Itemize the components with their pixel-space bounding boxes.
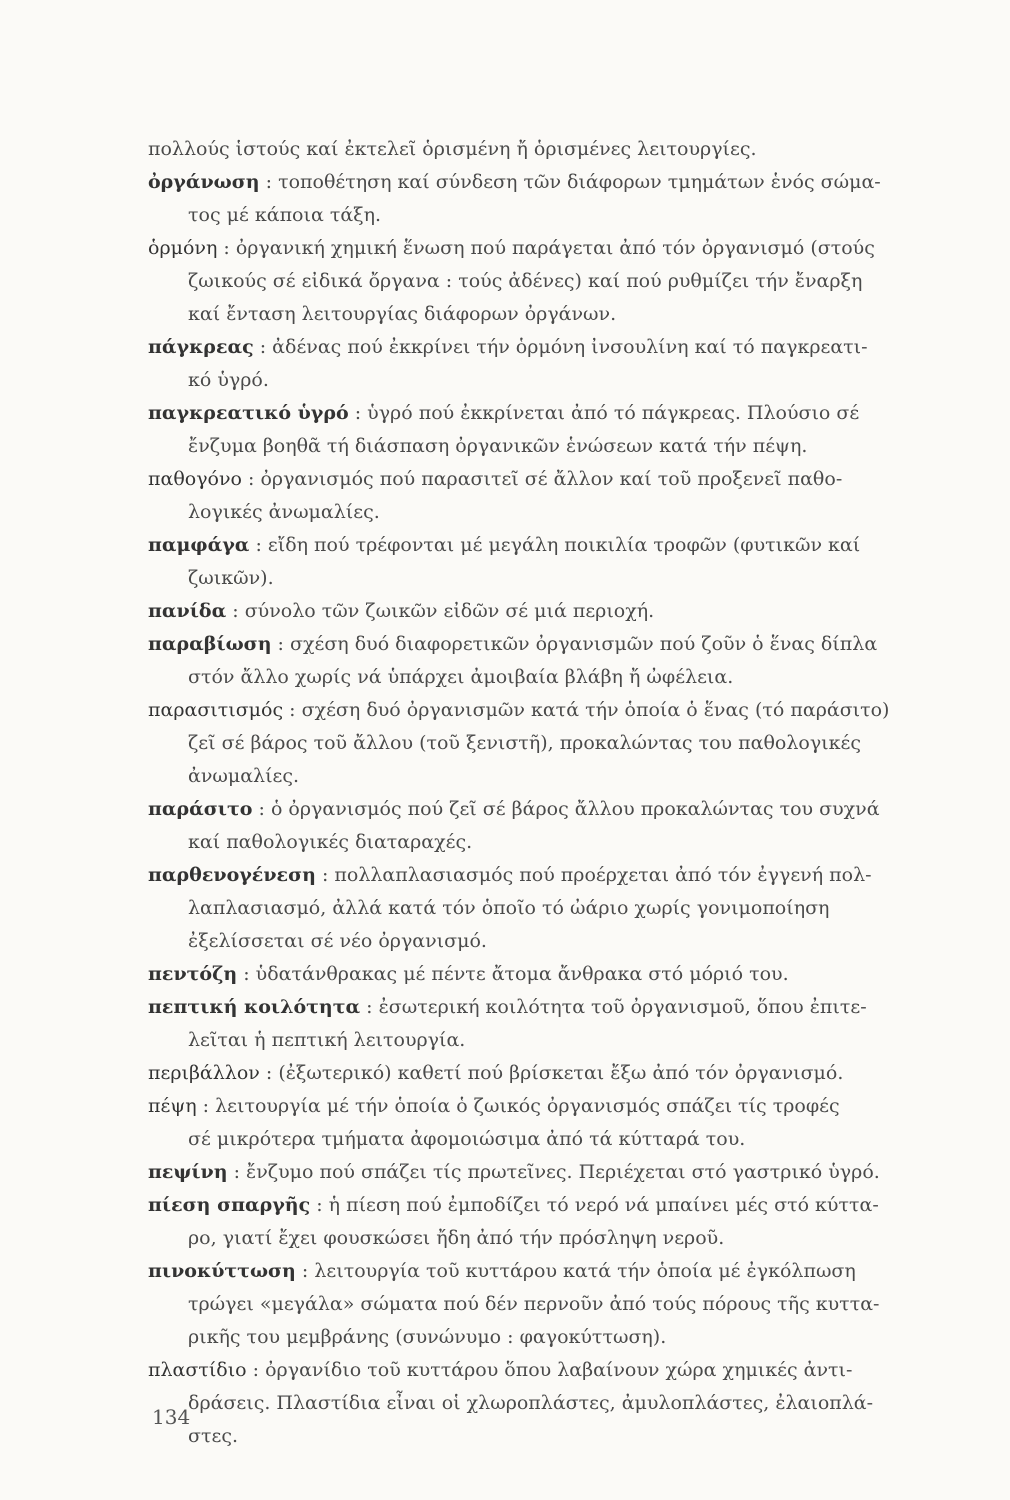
entry-continuation-line: [148, 562, 948, 595]
entry-continuation-line: [148, 265, 948, 298]
entry-definition-text: δράσεις. Πλαστίδια εἶναι οἱ χλωροπλάστες, ἀμυλοπλάστες, ἐλαιοπλά-: [188, 1392, 874, 1414]
term-separator: :: [259, 1062, 279, 1084]
entry-definition-text: λειτουργία μέ τήν ὁποία ὁ ζωικός ὀργανισμός σπάζει τίς τροφές: [215, 1095, 840, 1117]
entry-definition-text: ρο, γιατί ἔχει φουσκώσει ἤδη ἀπό τήν πρόσληψη νεροῦ.: [188, 1227, 725, 1249]
entry-definition-text: σχέση δυό διαφορετικῶν ὀργανισμῶν πού ζοῦν ὁ ἕνας δίπλα: [290, 633, 878, 655]
entry-first-line: [148, 166, 948, 199]
glossary-entry: [148, 859, 948, 958]
entry-continuation-line: [148, 1321, 948, 1354]
entry-first-line: [148, 793, 948, 826]
glossary-entry: [148, 397, 948, 463]
entry-term: πεψίνη: [148, 1161, 228, 1183]
entry-definition-text: λογικές ἀνωμαλίες.: [188, 501, 380, 523]
page-number: 134: [152, 1405, 191, 1429]
entry-definition-text: ἔνζυμα βοηθᾶ τή διάσπαση ὀργανικῶν ἑνώσεων κατά τήν πέψη.: [188, 435, 808, 457]
entry-first-line: [148, 628, 948, 661]
glossary-entry: [148, 793, 948, 859]
entry-continuation-line: [148, 1222, 948, 1255]
entry-continuation-line: [148, 496, 948, 529]
entry-first-line: [148, 859, 948, 892]
glossary-entry: [148, 694, 948, 793]
entry-continuation-line: [148, 892, 948, 925]
entry-first-line: [148, 991, 948, 1024]
entry-definition-text: ἐξελίσσεται σέ νέο ὀργανισμό.: [188, 930, 487, 952]
entry-definition-text: ἐσωτερική κοιλότητα τοῦ ὀργανισμοῦ, ὅπου ἐπιτε-: [378, 996, 867, 1018]
entry-term: περιβάλλον: [148, 1062, 260, 1084]
glossary-entry: [148, 1189, 948, 1255]
entry-term: ὁρμόνη: [148, 237, 218, 259]
entry-term: παρθενογένεση: [148, 864, 316, 886]
entry-definition-text: πολλούς ἱστούς καί ἐκτελεῖ ὁρισμένη ἤ ὁρισμένες λειτουργίες.: [148, 138, 757, 160]
entry-definition-text: τρώγει «μεγάλα» σώματα πού δέν περνοῦν ἀπό τούς πόρους τῆς κυττα-: [188, 1293, 880, 1315]
entry-continuation-line: [148, 199, 948, 232]
entry-term: παθογόνο: [148, 468, 242, 490]
entry-term: πεντόζη: [148, 963, 238, 985]
entry-definition-text: ζωικῶν).: [188, 567, 274, 589]
entry-definition-text: στες.: [188, 1425, 239, 1447]
term-separator: :: [283, 699, 302, 721]
entry-first-line: [148, 1156, 948, 1189]
term-separator: :: [241, 468, 261, 490]
entry-first-line: [148, 1354, 948, 1387]
glossary-entry: [148, 232, 948, 331]
entry-term: ὀργάνωση: [148, 171, 260, 193]
entry-definition-text: ἀνωμαλίες.: [188, 765, 300, 787]
entry-definition-text: καί παθολογικές διαταραχές.: [188, 831, 473, 853]
term-separator: :: [217, 237, 236, 259]
entry-definition-text: ὑγρό πού ἐκκρίνεται ἀπό τό πάγκρεας. Πλούσιο σέ: [367, 402, 860, 424]
entry-definition-text: ρικῆς του μεμβράνης (συνώνυμο : φαγοκύττωση).: [188, 1326, 667, 1348]
entry-continuation-line: [148, 826, 948, 859]
entry-definition-text: τος μέ κάποια τάξη.: [188, 204, 382, 226]
term-separator: :: [249, 534, 268, 556]
entry-definition-text: ὁ ὀργανισμός πού ζεῖ σέ βάρος ἄλλου προκαλώντας του συχνά: [270, 798, 880, 820]
glossary-entry: [148, 595, 948, 628]
entry-term: πίεση σπαργῆς: [148, 1194, 311, 1216]
glossary-entry: [148, 166, 948, 232]
term-separator: :: [259, 171, 279, 193]
entry-term: πανίδα: [148, 600, 227, 622]
entry-continuation-line: [148, 1288, 948, 1321]
entry-term: πινοκύττωση: [148, 1260, 296, 1282]
entry-definition-text: στόν ἄλλο χωρίς νά ὑπάρχει ἀμοιβαία βλάβη ἤ ὠφέλεια.: [188, 666, 734, 688]
entry-definition-text: λαπλασιασμό, ἀλλά κατά τόν ὁποῖο τό ὠάριο χωρίς γονιμοποίηση: [188, 897, 830, 919]
entry-definition-text: ὀργανισμός πού παρασιτεῖ σέ ἄλλον καί τοῦ προξενεῖ παθο-: [260, 468, 843, 490]
entry-continuation-line: [148, 1420, 948, 1453]
glossary-entry: [148, 1090, 948, 1156]
entry-definition-text: καί ἔνταση λειτουργίας διάφορων ὀργάνων.: [188, 303, 617, 325]
glossary-entry: [148, 1156, 948, 1189]
entry-definition-text: σχέση δυό ὀργανισμῶν κατά τήν ὁποία ὁ ἕνας (τό παράσιτο): [301, 699, 890, 721]
term-separator: :: [252, 798, 271, 820]
entry-definition-text: πολλαπλασιασμός πού προέρχεται ἀπό τόν ἐγγενή πολ-: [334, 864, 872, 886]
term-separator: :: [271, 633, 290, 655]
glossary-entry: [148, 133, 948, 166]
term-separator: :: [348, 402, 368, 424]
glossary-entry: [148, 331, 948, 397]
entry-definition-text: ὑδατάνθρακας μέ πέντε ἄτομα ἄνθρακα στό μόριό του.: [255, 963, 789, 985]
term-separator: :: [196, 1095, 216, 1117]
entry-definition-text: ἡ πίεση πού ἐμποδίζει τό νερό νά μπαίνει μές στό κύττα-: [328, 1194, 879, 1216]
term-separator: :: [315, 864, 335, 886]
glossary-entry: [148, 991, 948, 1057]
entry-term: πεπτική κοιλότητα: [148, 996, 361, 1018]
entry-term: παρασιτισμός: [148, 699, 284, 721]
entry-first-line: [148, 595, 948, 628]
entry-continuation-line: [148, 1387, 948, 1420]
entry-definition-text: σέ μικρότερα τμήματα ἀφομοιώσιμα ἀπό τά κύτταρά του.: [188, 1128, 746, 1150]
entry-definition-text: ζεῖ σέ βάρος τοῦ ἄλλου (τοῦ ξενιστῆ), προκαλώντας του παθολογικές: [188, 732, 861, 754]
term-separator: :: [310, 1194, 329, 1216]
entry-first-line: [148, 529, 948, 562]
term-separator: :: [295, 1260, 315, 1282]
entry-definition-text: ὀργανίδιο τοῦ κυττάρου ὅπου λαβαίνουν χώρα χημικές ἀντι-: [265, 1359, 853, 1381]
entry-continuation-line: [148, 661, 948, 694]
entry-definition-text: τοποθέτηση καί σύνδεση τῶν διάφορων τμημάτων ἑνός σώμα-: [278, 171, 881, 193]
entry-continuation-line: [148, 430, 948, 463]
entry-continuation-line: [148, 925, 948, 958]
term-separator: :: [227, 1161, 247, 1183]
glossary-entry: [148, 463, 948, 529]
glossary-entry: [148, 1057, 948, 1090]
entry-first-line: [148, 133, 948, 166]
glossary-entry: [148, 958, 948, 991]
entry-first-line: [148, 958, 948, 991]
term-separator: :: [237, 963, 256, 985]
entry-continuation-line: [148, 364, 948, 397]
glossary-entry: [148, 1255, 948, 1354]
entry-first-line: [148, 694, 948, 727]
entry-first-line: [148, 232, 948, 265]
glossary: [148, 133, 948, 1453]
entry-definition-text: ζωικούς σέ εἰδικά ὄργανα : τούς ἀδένες) καί πού ρυθμίζει τήν ἔναρξη: [188, 270, 863, 292]
entry-first-line: [148, 1057, 948, 1090]
entry-term: παράσιτο: [148, 798, 253, 820]
entry-definition-text: (ἐξωτερικό) καθετί πού βρίσκεται ἔξω ἀπό τόν ὀργανισμό.: [278, 1062, 844, 1084]
term-separator: :: [226, 600, 245, 622]
term-separator: :: [253, 336, 273, 358]
entry-definition-text: εἴδη πού τρέφονται μέ μεγάλη ποικιλία τροφῶν (φυτικῶν καί: [267, 534, 861, 556]
entry-definition-text: λειτουργία τοῦ κυττάρου κατά τήν ὁποία μέ ἐγκόλπωση: [314, 1260, 856, 1282]
entry-definition-text: ἔνζυμο πού σπάζει τίς πρωτεῖνες. Περιέχεται στό γαστρικό ὑγρό.: [246, 1161, 880, 1183]
glossary-entry: [148, 1354, 948, 1453]
entry-first-line: [148, 331, 948, 364]
entry-first-line: [148, 1090, 948, 1123]
entry-continuation-line: [148, 298, 948, 331]
entry-continuation-line: [148, 1024, 948, 1057]
entry-definition-text: κό ὑγρό.: [188, 369, 269, 391]
entry-first-line: [148, 463, 948, 496]
entry-term: πλαστίδιο: [148, 1359, 247, 1381]
entry-term: παμφάγα: [148, 534, 250, 556]
glossary-entry: [148, 529, 948, 595]
entry-continuation-line: [148, 727, 948, 760]
entry-continuation-line: [148, 1123, 948, 1156]
entry-definition-text: ἀδένας πού ἐκκρίνει τήν ὁρμόνη ἰνσουλίνη καί τό παγκρεατι-: [272, 336, 868, 358]
entry-first-line: [148, 397, 948, 430]
term-separator: :: [360, 996, 379, 1018]
glossary-entry: [148, 628, 948, 694]
entry-definition-text: λεῖται ἡ πεπτική λειτουργία.: [188, 1029, 466, 1051]
entry-first-line: [148, 1189, 948, 1222]
entry-term: πάγκρεας: [148, 336, 254, 358]
entry-first-line: [148, 1255, 948, 1288]
term-separator: :: [246, 1359, 266, 1381]
entry-definition-text: ὀργανική χημική ἕνωση πού παράγεται ἀπό τόν ὀργανισμό (στούς: [235, 237, 875, 259]
entry-term: παραβίωση: [148, 633, 272, 655]
entry-definition-text: σύνολο τῶν ζωικῶν εἰδῶν σέ μιά περιοχή.: [244, 600, 655, 622]
entry-term: παγκρεατικό ὑγρό: [148, 402, 349, 424]
entry-continuation-line: [148, 760, 948, 793]
entry-term: πέψη: [148, 1095, 197, 1117]
